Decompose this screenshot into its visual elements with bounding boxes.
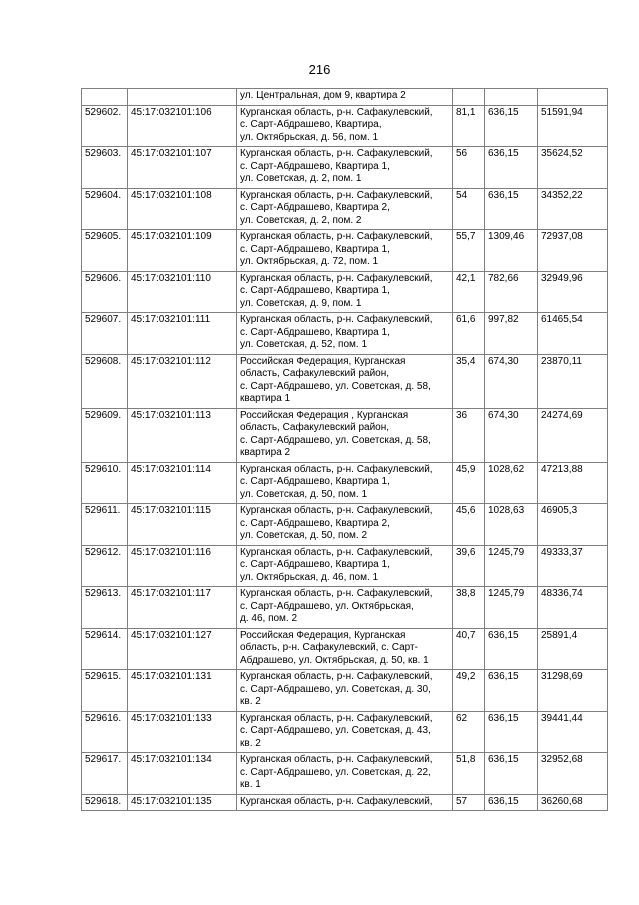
table-row — [82, 271, 608, 313]
row-number-cell: 529616. — [82, 711, 128, 753]
registry-table — [81, 88, 608, 811]
address-cell: Курганская область, р-н. Сафакулевский, с. Сарт-Абдрашево, Квартира 1, ул. Октябрьская, д. 46, пом. 1 — [237, 545, 453, 587]
area-cell: 57 — [453, 794, 485, 811]
cadastral-number-cell: 45:17:032101:117 — [128, 587, 237, 629]
row-number-cell: 529618. — [82, 794, 128, 811]
value-cell: 48336,74 — [538, 587, 608, 629]
cadastral-number-cell: 45:17:032101:131 — [128, 670, 237, 712]
rate-cell: 674,30 — [485, 408, 538, 462]
table-row — [82, 794, 608, 811]
rate-cell: 636,15 — [485, 794, 538, 811]
address-cell: Курганская область, р-н. Сафакулевский, с. Сарт-Абдрашево, Квартира 1, ул. Советская, д. 2, пом. 1 — [237, 147, 453, 189]
rate-cell: 1245,79 — [485, 587, 538, 629]
table-row — [82, 545, 608, 587]
cadastral-number-cell: 45:17:032101:109 — [128, 230, 237, 272]
rate-cell — [485, 89, 538, 106]
value-cell: 46905,3 — [538, 504, 608, 546]
value-cell: 49333,37 — [538, 545, 608, 587]
value-cell: 32952,68 — [538, 753, 608, 795]
area-cell: 42,1 — [453, 271, 485, 313]
table-row — [82, 313, 608, 355]
registry-table-body — [82, 89, 608, 811]
row-number-cell: 529610. — [82, 462, 128, 504]
rate-cell: 1309,46 — [485, 230, 538, 272]
cadastral-number-cell: 45:17:032101:111 — [128, 313, 237, 355]
table-row — [82, 711, 608, 753]
area-cell: 81,1 — [453, 105, 485, 147]
value-cell: 35624,52 — [538, 147, 608, 189]
table-row — [82, 670, 608, 712]
row-number-cell: 529608. — [82, 354, 128, 408]
row-number-cell: 529605. — [82, 230, 128, 272]
address-cell: Курганская область, р-н. Сафакулевский, с. Сарт-Абдрашево, Квартира 1, ул. Советская, д. 52, пом. 1 — [237, 313, 453, 355]
value-cell: 32949,96 — [538, 271, 608, 313]
area-cell: 45,6 — [453, 504, 485, 546]
cadastral-number-cell: 45:17:032101:114 — [128, 462, 237, 504]
area-cell: 39,6 — [453, 545, 485, 587]
table-row — [82, 504, 608, 546]
rate-cell: 997,82 — [485, 313, 538, 355]
address-cell: Курганская область, р-н. Сафакулевский, с. Сарт-Абдрашево, ул. Советская, д. 43, кв. 2 — [237, 711, 453, 753]
cadastral-number-cell: 45:17:032101:116 — [128, 545, 237, 587]
row-number-cell: 529606. — [82, 271, 128, 313]
row-number-cell: 529613. — [82, 587, 128, 629]
cadastral-number-cell: 45:17:032101:135 — [128, 794, 237, 811]
address-cell: Курганская область, р-н. Сафакулевский, с. Сарт-Абдрашево, ул. Октябрьская, д. 46, пом. 2 — [237, 587, 453, 629]
value-cell: 23870,11 — [538, 354, 608, 408]
row-number-cell: 529607. — [82, 313, 128, 355]
address-cell: Курганская область, р-н. Сафакулевский, с. Сарт-Абдрашево, ул. Советская, д. 22, кв. 1 — [237, 753, 453, 795]
area-cell: 55,7 — [453, 230, 485, 272]
cadastral-number-cell: 45:17:032101:133 — [128, 711, 237, 753]
address-cell: Курганская область, р-н. Сафакулевский, с. Сарт-Абдрашево, Квартира 2, ул. Советская, д. 50, пом. 2 — [237, 504, 453, 546]
cadastral-number-cell: 45:17:032101:110 — [128, 271, 237, 313]
address-cell: Курганская область, р-н. Сафакулевский, с. Сарт-Абдрашево, ул. Советская, д. 30, кв. 2 — [237, 670, 453, 712]
page-number: 216 — [308, 62, 331, 77]
area-cell: 62 — [453, 711, 485, 753]
cadastral-number-cell: 45:17:032101:127 — [128, 628, 237, 670]
address-cell: ул. Центральная, дом 9, квартира 2 — [237, 89, 453, 106]
value-cell: 36260,68 — [538, 794, 608, 811]
area-cell: 51,8 — [453, 753, 485, 795]
row-number-cell: 529609. — [82, 408, 128, 462]
row-number-cell: 529617. — [82, 753, 128, 795]
rate-cell: 636,15 — [485, 711, 538, 753]
address-cell: Курганская область, р-н. Сафакулевский, с. Сарт-Абдрашево, Квартира 1, ул. Советская, д. 50, пом. 1 — [237, 462, 453, 504]
table-row — [82, 354, 608, 408]
value-cell: 47213,88 — [538, 462, 608, 504]
address-cell: Курганская область, р-н. Сафакулевский, с. Сарт-Абдрашево, Квартира 2, ул. Советская, д. 2, пом. 2 — [237, 188, 453, 230]
cadastral-number-cell: 45:17:032101:134 — [128, 753, 237, 795]
rate-cell: 1028,62 — [485, 462, 538, 504]
rate-cell: 1028,63 — [485, 504, 538, 546]
table-row — [82, 105, 608, 147]
address-cell: Российская Федерация, Курганская область, Сафакулевский район, с. Сарт-Абдрашево, ул. Советская, д. 58, квартира 1 — [237, 354, 453, 408]
value-cell: 25891,4 — [538, 628, 608, 670]
row-number-cell: 529602. — [82, 105, 128, 147]
address-cell: Курганская область, р-н. Сафакулевский, с. Сарт-Абдрашево, Квартира 1, ул. Октябрьская, д. 72, пом. 1 — [237, 230, 453, 272]
area-cell: 38,8 — [453, 587, 485, 629]
cadastral-number-cell: 45:17:032101:108 — [128, 188, 237, 230]
value-cell: 39441,44 — [538, 711, 608, 753]
table-row — [82, 408, 608, 462]
rate-cell: 782,66 — [485, 271, 538, 313]
row-number-cell — [82, 89, 128, 106]
cadastral-number-cell: 45:17:032101:107 — [128, 147, 237, 189]
value-cell: 72937,08 — [538, 230, 608, 272]
cadastral-number-cell: 45:17:032101:115 — [128, 504, 237, 546]
table-row — [82, 89, 608, 106]
area-cell: 36 — [453, 408, 485, 462]
cadastral-number-cell — [128, 89, 237, 106]
value-cell: 31298,69 — [538, 670, 608, 712]
value-cell: 51591,94 — [538, 105, 608, 147]
table-row — [82, 462, 608, 504]
area-cell: 56 — [453, 147, 485, 189]
rate-cell: 636,15 — [485, 105, 538, 147]
cadastral-number-cell: 45:17:032101:112 — [128, 354, 237, 408]
row-number-cell: 529603. — [82, 147, 128, 189]
value-cell: 24274,69 — [538, 408, 608, 462]
row-number-cell: 529615. — [82, 670, 128, 712]
row-number-cell: 529612. — [82, 545, 128, 587]
area-cell: 35,4 — [453, 354, 485, 408]
rate-cell: 674,30 — [485, 354, 538, 408]
address-cell: Курганская область, р-н. Сафакулевский, с. Сарт-Абдрашево, Квартира, ул. Октябрьская, д. 56, пом. 1 — [237, 105, 453, 147]
row-number-cell: 529614. — [82, 628, 128, 670]
area-cell: 40,7 — [453, 628, 485, 670]
address-cell: Российская Федерация , Курганская область, Сафакулевский район, с. Сарт-Абдрашево, ул. Советская, д. 58, квартира 2 — [237, 408, 453, 462]
area-cell — [453, 89, 485, 106]
value-cell: 34352,22 — [538, 188, 608, 230]
table-row — [82, 230, 608, 272]
address-cell: Курганская область, р-н. Сафакулевский, — [237, 794, 453, 811]
row-number-cell: 529611. — [82, 504, 128, 546]
area-cell: 54 — [453, 188, 485, 230]
area-cell: 49,2 — [453, 670, 485, 712]
row-number-cell: 529604. — [82, 188, 128, 230]
cadastral-number-cell: 45:17:032101:106 — [128, 105, 237, 147]
rate-cell: 636,15 — [485, 670, 538, 712]
value-cell: 61465,54 — [538, 313, 608, 355]
rate-cell: 636,15 — [485, 628, 538, 670]
address-cell: Российская Федерация, Курганская область, р-н. Сафакулевский, с. Сарт- Абдрашево, ул. Октябрьская, д. 50, кв. 1 — [237, 628, 453, 670]
address-cell: Курганская область, р-н. Сафакулевский, с. Сарт-Абдрашево, Квартира 1, ул. Советская, д. 9, пом. 1 — [237, 271, 453, 313]
table-row — [82, 753, 608, 795]
value-cell — [538, 89, 608, 106]
table-row — [82, 628, 608, 670]
area-cell: 45,9 — [453, 462, 485, 504]
rate-cell: 636,15 — [485, 147, 538, 189]
area-cell: 61,6 — [453, 313, 485, 355]
rate-cell: 1245,79 — [485, 545, 538, 587]
table-row — [82, 147, 608, 189]
table-row — [82, 188, 608, 230]
rate-cell: 636,15 — [485, 188, 538, 230]
table-row — [82, 587, 608, 629]
cadastral-number-cell: 45:17:032101:113 — [128, 408, 237, 462]
rate-cell: 636,15 — [485, 753, 538, 795]
